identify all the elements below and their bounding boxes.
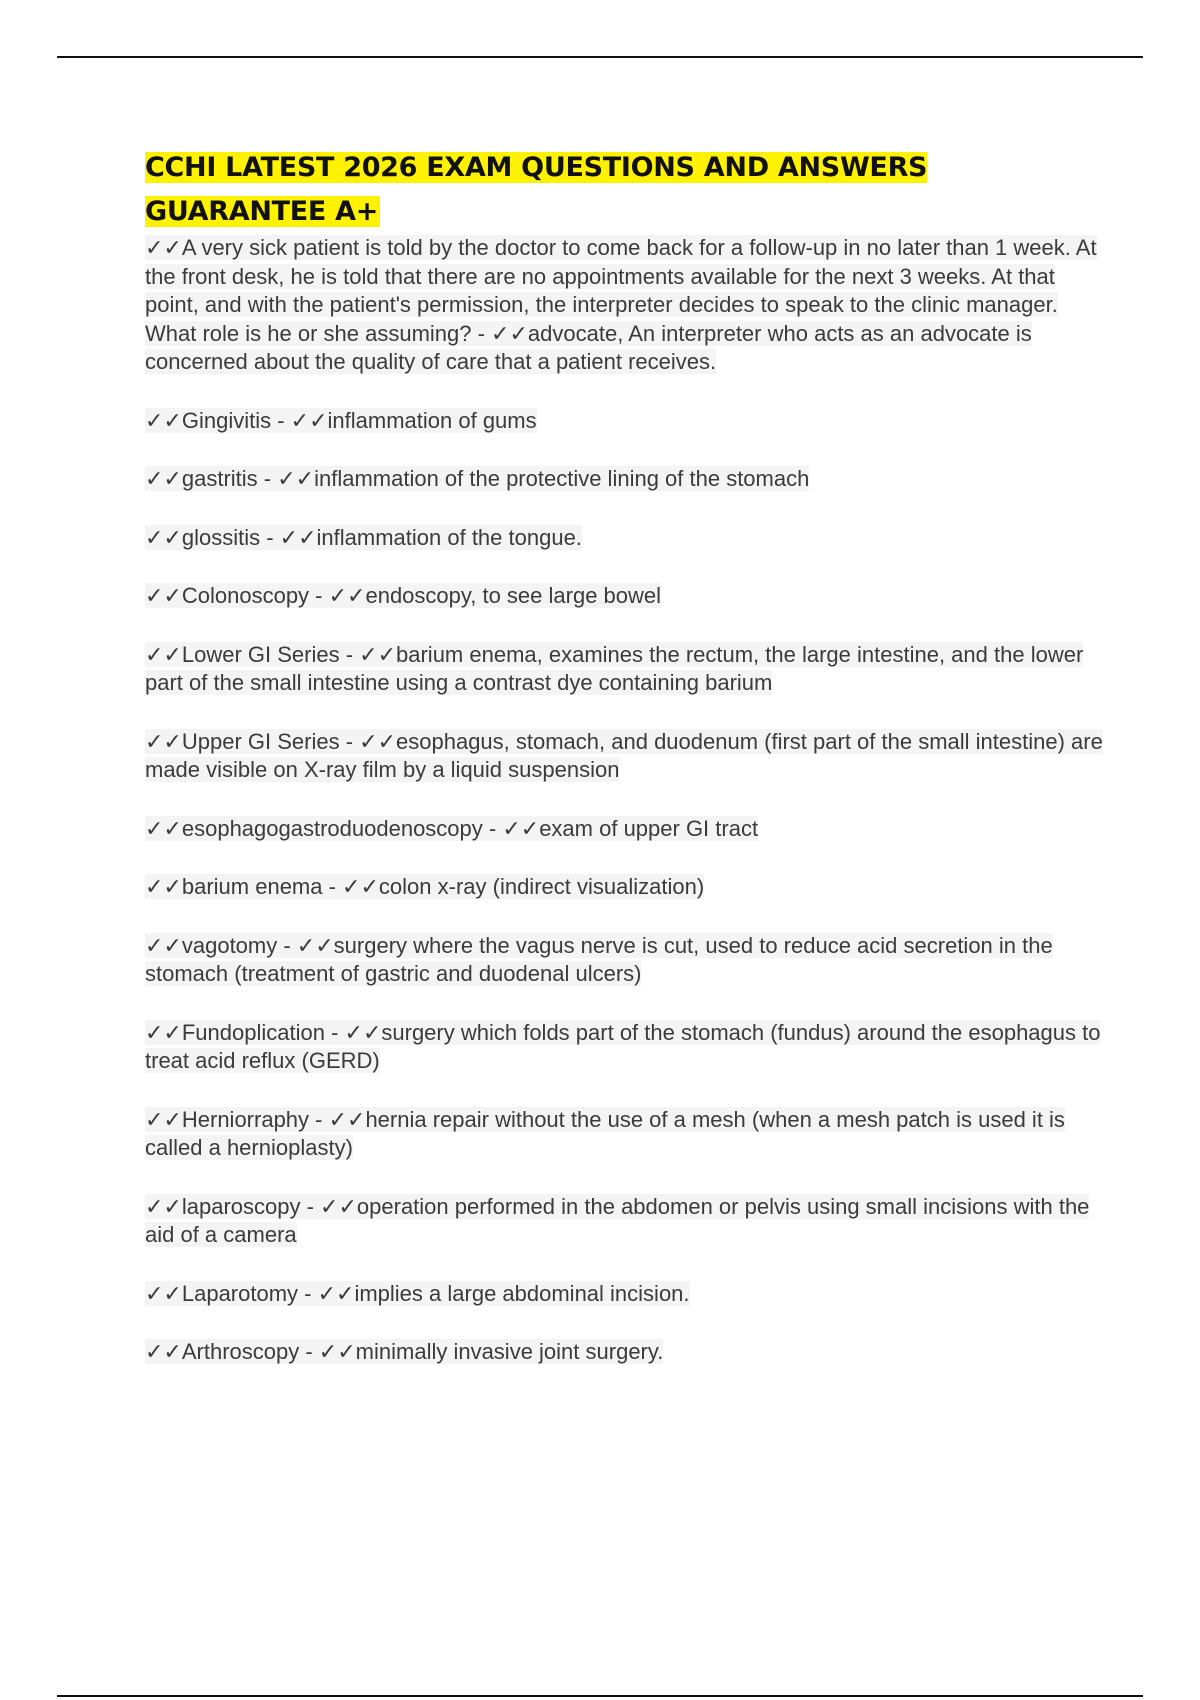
document-title-text: CCHI LATEST 2026 EXAM QUESTIONS AND ANSWERS GUARANTEE A+: [145, 152, 928, 227]
qa-text: ✓✓esophagogastroduodenoscopy - ✓✓exam of upper GI tract: [145, 815, 759, 841]
qa-text: ✓✓laparoscopy - ✓✓operation performed in the abdomen or pelvis using small incisions with the aid of a camera: [145, 1193, 1090, 1247]
qa-item: [145, 465, 1105, 494]
qa-text: ✓✓Laparotomy - ✓✓implies a large abdominal incision.: [145, 1280, 690, 1306]
qa-text: ✓✓A very sick patient is told by the doctor to come back for a follow-up in no later than 1 week. At the front desk, he is told that there are no appointments available for the next 3 weeks. At that point, and with the patient's permission, the interpreter decides to speak to the clinic manager. What role is he or she assuming? - ✓✓advocate, An interpreter who acts as an advocate is concerned about the quality of care that a patient receives.: [145, 235, 1097, 374]
qa-text: ✓✓Upper GI Series - ✓✓esophagus, stomach, and duodenum (first part of the small intestine) are made visible on X-ray film by a liquid suspension: [145, 728, 1103, 782]
qa-text: ✓✓vagotomy - ✓✓surgery where the vagus nerve is cut, used to reduce acid secretion in the stomach (treatment of gastric and duodenal ulcers): [145, 932, 1053, 986]
qa-item: [145, 1106, 1105, 1163]
qa-text: ✓✓glossitis - ✓✓inflammation of the tongue.: [145, 524, 582, 550]
qa-item: [145, 1019, 1105, 1076]
qa-text: ✓✓Arthroscopy - ✓✓minimally invasive joint surgery.: [145, 1339, 664, 1364]
top-rule: [57, 56, 1143, 58]
qa-text: ✓✓gastritis - ✓✓inflammation of the protective lining of the stomach: [145, 466, 810, 491]
qa-item: [145, 815, 1105, 844]
qa-item: [145, 932, 1105, 989]
qa-item: [145, 234, 1105, 377]
qa-item: [145, 1338, 1105, 1367]
qa-item: [145, 1280, 1105, 1309]
qa-text: ✓✓Colonoscopy - ✓✓endoscopy, to see large bowel: [145, 583, 662, 608]
document-body: [145, 146, 1105, 1367]
qa-text: ✓✓barium enema - ✓✓colon x-ray (indirect visualization): [145, 874, 705, 899]
qa-item: [145, 873, 1105, 902]
qa-item: [145, 582, 1105, 611]
qa-text: ✓✓Lower GI Series - ✓✓barium enema, examines the rectum, the large intestine, and the lower part of the small intestine using a contrast dye containing barium: [145, 641, 1084, 695]
qa-text: ✓✓Fundoplication - ✓✓surgery which folds part of the stomach (fundus) around the esophagus to treat acid reflux (GERD): [145, 1019, 1101, 1073]
qa-text: ✓✓Gingivitis - ✓✓inflammation of gums: [145, 407, 537, 433]
qa-item: [145, 524, 1105, 553]
document-title: [145, 146, 1105, 234]
qa-item: [145, 1193, 1105, 1250]
qa-item: [145, 407, 1105, 436]
bottom-rule: [57, 1695, 1143, 1697]
qa-item: [145, 641, 1105, 698]
qa-item: [145, 728, 1105, 785]
qa-text: ✓✓Herniorraphy - ✓✓hernia repair without the use of a mesh (when a mesh patch is used it is called a hernioplasty): [145, 1106, 1065, 1160]
